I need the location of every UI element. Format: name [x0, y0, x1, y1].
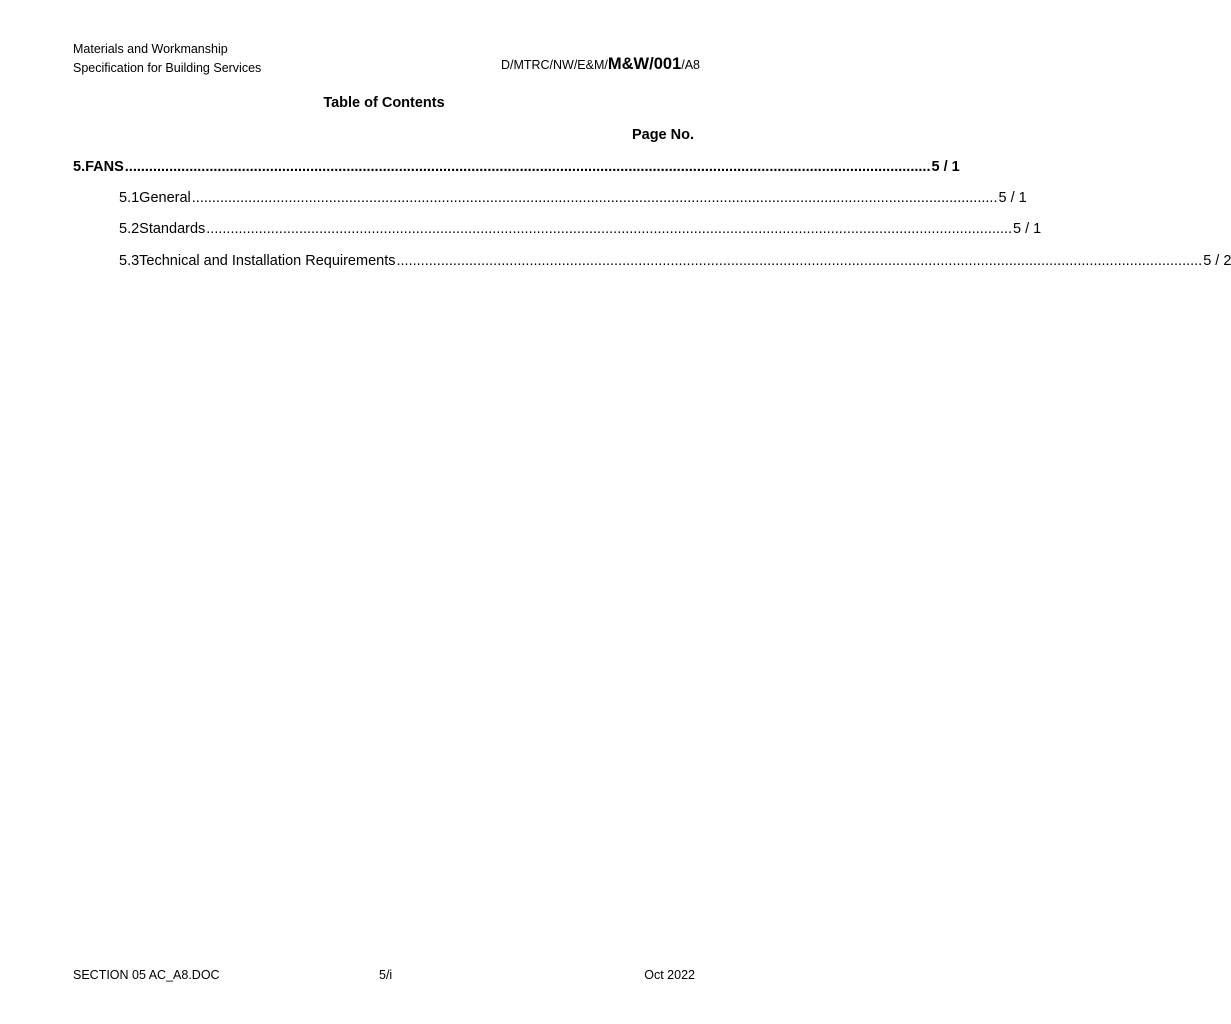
footer-page-number: 5/i — [379, 968, 393, 982]
toc-leader-dots: ........................................................................................................................................................................................................ — [206, 221, 1012, 237]
toc-leader-dots: ........................................................................................................................................................................................................ — [396, 253, 1203, 269]
header-title-line1: Materials and Workmanship — [73, 42, 228, 56]
toc-entry-number: 5.2 — [119, 221, 140, 237]
toc-entry-label: Standards — [139, 221, 206, 237]
doc-ref-prefix: D/MTRC/NW/E&M/ — [500, 58, 608, 72]
toc-entry-label: Technical and Installation Requirements — [139, 253, 396, 269]
toc-entry-page: 5 / 1 — [931, 159, 960, 175]
toc-entry-5-3[interactable] — [119, 253, 1231, 269]
toc-entry-page: 5 / 1 — [1013, 221, 1042, 237]
toc-entry-section-5[interactable] — [73, 159, 960, 175]
toc-leader-dots: ........................................................................................................................................................................................................ — [191, 190, 998, 206]
toc-title: Table of Contents — [323, 95, 445, 111]
toc-entry-number: 5. — [73, 159, 86, 175]
doc-ref-suffix: /A8 — [681, 58, 700, 72]
toc-entry-page: 5 / 1 — [998, 190, 1027, 206]
header-left — [73, 40, 261, 78]
doc-ref-main: M&W/001 — [607, 55, 682, 73]
header-title-line2: Specification for Building Services — [73, 61, 262, 75]
toc-entry-number: 5.1 — [119, 190, 140, 206]
toc-entry-5-2[interactable] — [119, 221, 1042, 237]
toc-leader-dots: ........................................................................................................................................................................................................ — [124, 159, 931, 175]
footer-filename: SECTION 05 AC_A8.DOC — [73, 968, 220, 982]
page-no-label: Page No. — [631, 127, 694, 143]
footer-date: Oct 2022 — [644, 968, 695, 982]
toc-entry-5-1[interactable] — [119, 190, 1027, 206]
toc-entry-number: 5.3 — [119, 253, 140, 269]
toc-entry-label: FANS — [85, 159, 124, 175]
toc-entry-label: General — [139, 190, 191, 206]
toc-entry-page: 5 / 2 — [1203, 253, 1231, 269]
document-reference — [501, 55, 700, 74]
